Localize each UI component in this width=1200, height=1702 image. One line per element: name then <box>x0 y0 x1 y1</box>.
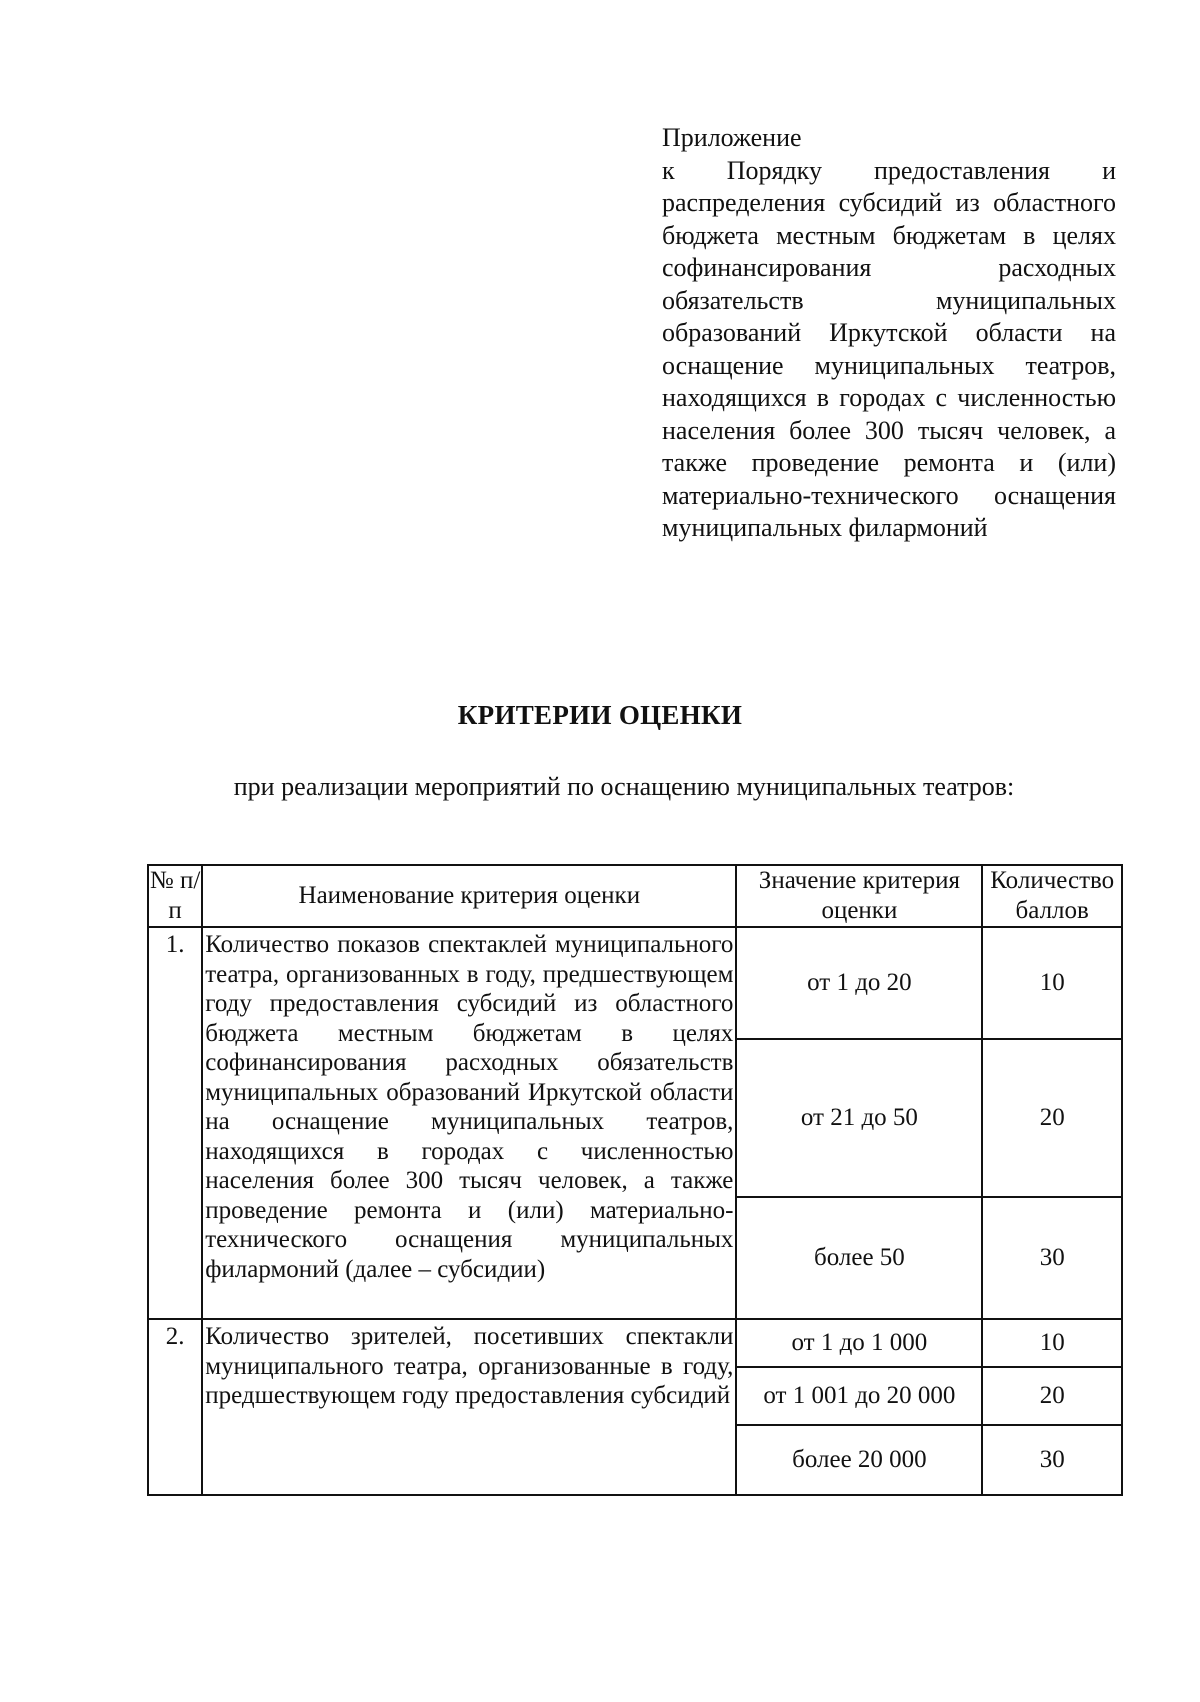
document-subtitle: при реализации мероприятий по оснащению муниципальных театров: <box>233 772 1015 801</box>
table-header-row <box>148 865 1122 927</box>
criterion-name: Количество зрителей, посетивших спектакли муниципального театра, организованные в году, предшествующем году предоставления субсидий <box>202 1319 736 1495</box>
criterion-value: более 50 <box>736 1197 982 1319</box>
criterion-points: 20 <box>982 1367 1122 1425</box>
document-title: КРИТЕРИИ ОЦЕНКИ <box>457 700 743 730</box>
header-points: Количество баллов <box>982 865 1122 927</box>
criterion-points: 20 <box>982 1039 1122 1197</box>
header-name: Наименование критерия оценки <box>202 865 736 927</box>
appendix-block <box>662 122 1116 545</box>
criterion-points: 10 <box>982 1319 1122 1367</box>
criterion-name: Количество показов спектаклей муниципального театра, организованных в году, предшествующем году предоставления субсидий из областного бюджета местным бюджетам в целях софинансирования расходных обязательств муниципальных образований Иркутской области на оснащение муниципальных театров, находящихся в городах с численностью населения более 300 тысяч человек, а также проведение ремонта и (или) материально-технического оснащения муниципальных филармоний (далее – субсидии) <box>202 927 736 1319</box>
header-value: Значение критерия оценки <box>736 865 982 927</box>
criterion-value: от 21 до 50 <box>736 1039 982 1197</box>
criterion-value: более 20 000 <box>736 1425 982 1495</box>
appendix-text: к Порядку предоставления и распределения субсидий из областного бюджета местным бюджетам в целях софинансирования расходных обязательств муниципальных образований Иркутской области на оснащение муниципальных театров, находящихся в городах с численностью населения более 300 тысяч человек, а также проведение ремонта и (или) материально-технического оснащения муниципальных филармоний <box>662 155 1116 542</box>
criterion-points: 10 <box>982 927 1122 1039</box>
row-number: 1. <box>148 927 202 1319</box>
row-number: 2. <box>148 1319 202 1495</box>
criterion-value: от 1 до 1 000 <box>736 1319 982 1367</box>
criterion-value: от 1 001 до 20 000 <box>736 1367 982 1425</box>
criterion-value: от 1 до 20 <box>736 927 982 1039</box>
header-num: № п/п <box>148 865 202 927</box>
criterion-points: 30 <box>982 1197 1122 1319</box>
table-row <box>148 1319 1122 1367</box>
appendix-heading: Приложение <box>662 123 802 152</box>
table-row <box>148 927 1122 1039</box>
criterion-points: 30 <box>982 1425 1122 1495</box>
criteria-table <box>147 864 1123 1496</box>
